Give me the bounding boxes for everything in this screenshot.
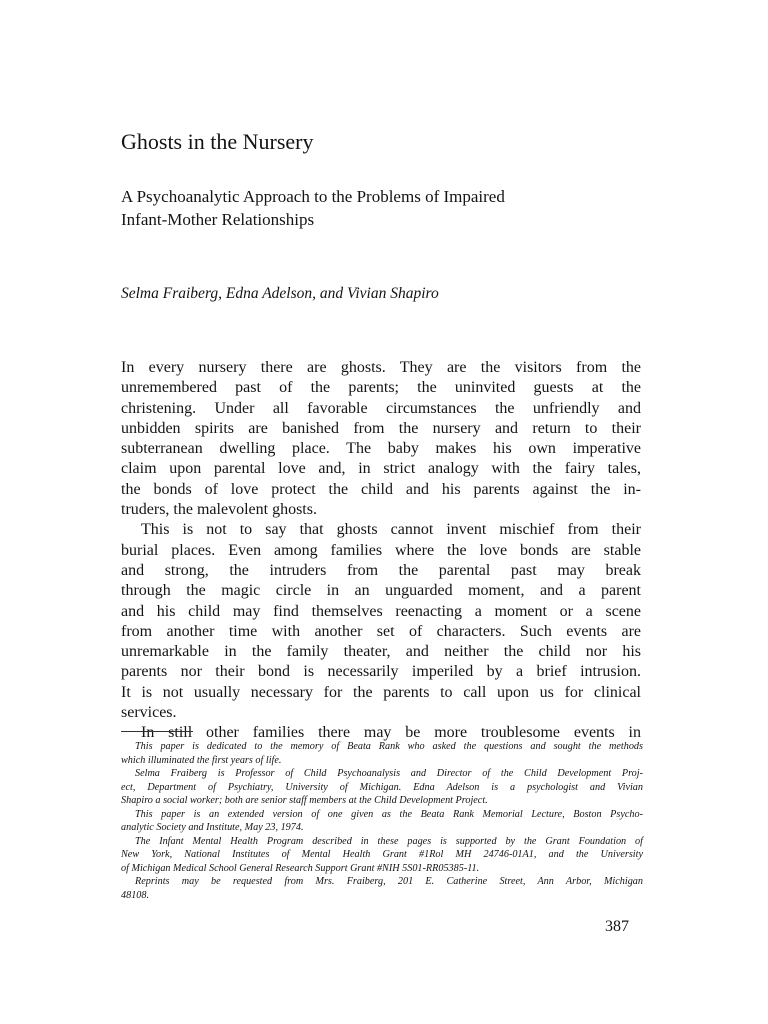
footnote-line: This paper is dedicated to the memory of Beata Rank who asked the questions and sought the methods bbox=[135, 741, 643, 752]
body-line: In every nursery there are ghosts. They are the visitors from the bbox=[121, 359, 641, 376]
footnote-line: analytic Society and Institute, May 23, 1974. bbox=[121, 822, 304, 833]
body-line: It is not usually necessary for the parents to call upon us for clinical bbox=[121, 683, 641, 701]
body-text bbox=[121, 358, 641, 744]
subtitle-line: Infant-Mother Relationships bbox=[121, 210, 315, 229]
subtitle-line: A Psychoanalytic Approach to the Problems of Impaired bbox=[121, 187, 505, 206]
footnote-line: This paper is an extended version of one given as the Beata Rank Memorial Lecture, Boston Psycho- bbox=[135, 808, 643, 820]
body-line: unremarkable in the family theater, and neither the child nor his bbox=[121, 643, 641, 661]
body-line: claim upon parental love and, in strict analogy with the fairy tales, bbox=[121, 460, 641, 478]
footnote-line: New York, National Institutes of Mental Health Grant #1Rol MH 24746-01A1, and the University bbox=[121, 849, 643, 860]
footnote-line: The Infant Mental Health Program described in these pages is supported by the Grant Foundation of bbox=[135, 835, 643, 847]
body-line: services. bbox=[121, 704, 177, 722]
footnote-line: which illuminated the first years of life. bbox=[121, 754, 282, 766]
body-line: This is not to say that ghosts cannot invent mischief from their bbox=[141, 521, 641, 539]
body-line: unremembered past of the parents; the uninvited guests at the bbox=[121, 379, 641, 397]
body-line: subterranean dwelling place. The baby makes his own imperative bbox=[121, 440, 641, 458]
footnotes bbox=[121, 740, 643, 902]
footnote-line: Shapiro a social worker; both are senior staff members at the Child Development Project. bbox=[121, 795, 488, 806]
body-line: parents nor their bond is necessarily imperiled by a brief intrusion. bbox=[121, 663, 641, 681]
body-line: and his child may find themselves reenacting a moment or a scene bbox=[121, 602, 641, 620]
footnote-divider bbox=[121, 731, 193, 732]
article-subtitle bbox=[121, 185, 641, 231]
body-line: burial places. Even among families where the love bonds are stable bbox=[121, 541, 641, 559]
author-list: Selma Fraiberg, Edna Adelson, and Vivian Shapiro bbox=[121, 285, 439, 302]
footnote-line: of Michigan Medical School General Research Support Grant #NIH 5S01-RR05385-11. bbox=[121, 862, 480, 874]
article-title: Ghosts in the Nursery bbox=[121, 129, 314, 154]
body-line: and strong, the intruders from the parental past may break bbox=[121, 561, 641, 579]
body-line: from another time with another set of characters. Such events are bbox=[121, 622, 641, 640]
body-line: unbidden spirits are banished from the nursery and return to their bbox=[121, 419, 641, 437]
footnote-line: ect, Department of Psychiatry, University of Michigan. Edna Adelson is a psychologist and Vivian bbox=[121, 781, 643, 793]
body-line: through the magic circle in an unguarded moment, and a parent bbox=[121, 582, 641, 600]
footnote-line: Selma Fraiberg is Professor of Child Psychoanalysis and Director of the Child Development Proj- bbox=[135, 768, 643, 779]
footnote-line: 48108. bbox=[121, 889, 150, 901]
body-line: truders, the malevolent ghosts. bbox=[121, 501, 317, 519]
body-line: christening. Under all favorable circumstances the unfriendly and bbox=[121, 399, 641, 417]
footnote-line: Reprints may be requested from Mrs. Fraiberg, 201 E. Catherine Street, Ann Arbor, Michigan bbox=[135, 876, 643, 887]
page-number: 387 bbox=[605, 918, 629, 935]
body-line: the bonds of love protect the child and his parents against the in- bbox=[121, 480, 641, 498]
body-line: In still other families there may be more troublesome events in bbox=[141, 724, 641, 742]
